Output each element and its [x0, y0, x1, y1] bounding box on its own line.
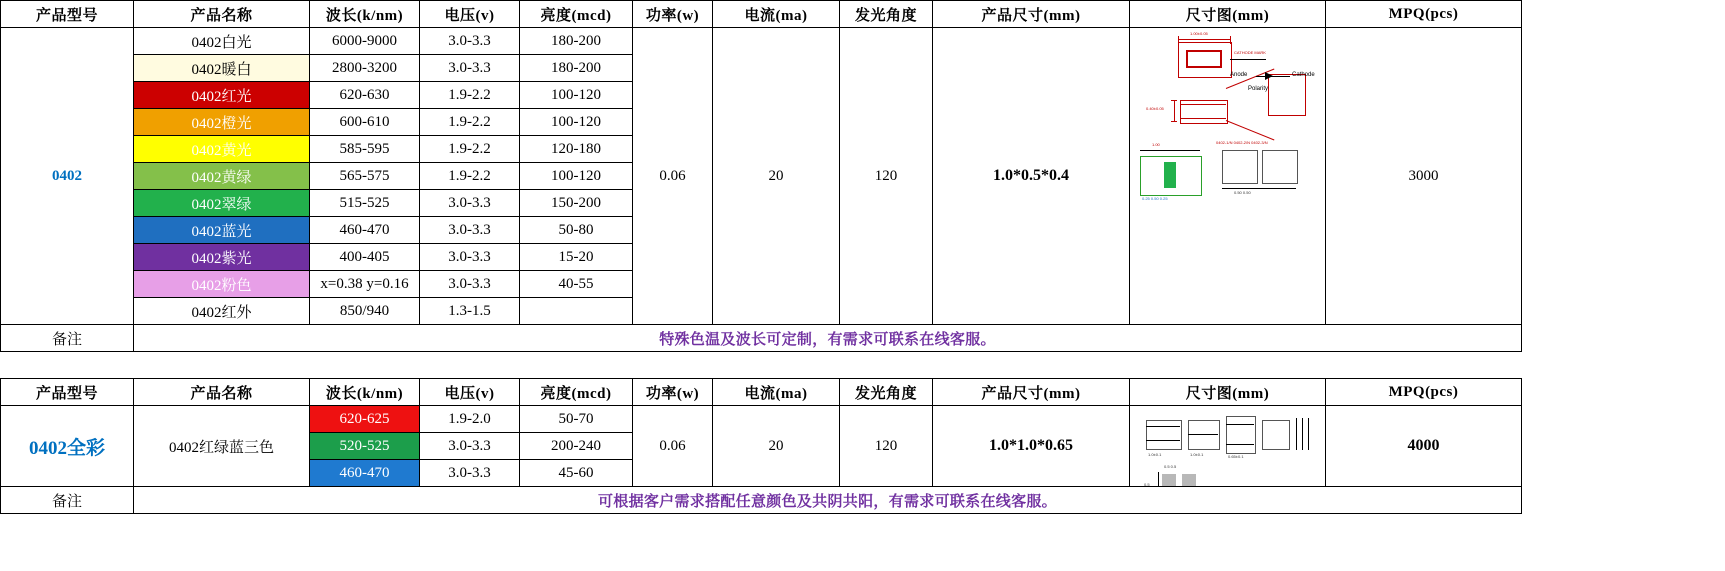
cell-brightness: 15-20: [520, 244, 633, 271]
cell-voltage: 3.0-3.3: [420, 190, 520, 217]
header-current: 电流(ma): [713, 379, 840, 406]
header-size: 产品尺寸(mm): [933, 1, 1130, 28]
cell-brightness: 180-200: [520, 28, 633, 55]
header-name: 产品名称: [134, 379, 310, 406]
cell-brightness: 120-180: [520, 136, 633, 163]
cell-angle: 120: [840, 406, 933, 487]
cell-product-name: 0402红外: [134, 298, 310, 325]
cell-wavelength: x=0.38 y=0.16: [310, 271, 420, 298]
cell-wavelength: 850/940: [310, 298, 420, 325]
cell-brightness: 50-70: [520, 406, 633, 433]
cell-product-name: 0402粉色: [134, 271, 310, 298]
cell-dimension-drawing: [1130, 406, 1326, 487]
header-mpq: MPQ(pcs): [1326, 1, 1522, 28]
cell-product-name: 0402黄绿: [134, 163, 310, 190]
cell-brightness: 180-200: [520, 55, 633, 82]
cell-voltage: 3.0-3.3: [420, 244, 520, 271]
note-row: [1, 325, 1522, 352]
header-mpq: MPQ(pcs): [1326, 379, 1522, 406]
cell-voltage: 3.0-3.3: [420, 55, 520, 82]
header-current: 电流(ma): [713, 1, 840, 28]
note-label: 备注: [1, 325, 134, 352]
cell-voltage: 1.9-2.2: [420, 109, 520, 136]
cell-size: 1.0*1.0*0.65: [933, 406, 1130, 487]
header-angle: 发光角度: [840, 1, 933, 28]
table-header-row: [1, 1, 1522, 28]
header-power: 功率(w): [633, 1, 713, 28]
cell-brightness: [520, 298, 633, 325]
cell-power: 0.06: [633, 28, 713, 325]
cell-wavelength: 2800-3200: [310, 55, 420, 82]
cell-brightness: 100-120: [520, 109, 633, 136]
header-drawing: 尺寸图(mm): [1130, 379, 1326, 406]
header-angle: 发光角度: [840, 379, 933, 406]
cell-wavelength: 6000-9000: [310, 28, 420, 55]
cell-brightness: 50-80: [520, 217, 633, 244]
cell-angle: 120: [840, 28, 933, 325]
cell-brightness: 45-60: [520, 460, 633, 487]
cell-product-name: 0402红绿蓝三色: [134, 406, 310, 487]
table-row: [1, 28, 1522, 55]
cell-brightness: 100-120: [520, 82, 633, 109]
cell-product-name: 0402紫光: [134, 244, 310, 271]
header-model: 产品型号: [1, 1, 134, 28]
cell-wavelength: 460-470: [310, 460, 420, 487]
cell-voltage: 3.0-3.3: [420, 217, 520, 244]
header-wavelength: 波长(k/nm): [310, 379, 420, 406]
product-table-0402-rgb: [0, 378, 1522, 514]
cell-wavelength: 460-470: [310, 217, 420, 244]
header-drawing: 尺寸图(mm): [1130, 1, 1326, 28]
cell-model: 0402全彩: [1, 406, 134, 487]
note-text: 可根据客户需求搭配任意颜色及共阴共阳，有需求可联系在线客服。: [134, 487, 1522, 514]
cell-wavelength: 400-405: [310, 244, 420, 271]
cell-wavelength: 620-630: [310, 82, 420, 109]
cell-brightness: 40-55: [520, 271, 633, 298]
header-name: 产品名称: [134, 1, 310, 28]
cell-mpq: 4000: [1326, 406, 1522, 487]
cell-brightness: 100-120: [520, 163, 633, 190]
cell-voltage: 3.0-3.3: [420, 460, 520, 487]
header-model: 产品型号: [1, 379, 134, 406]
header-voltage: 电压(v): [420, 1, 520, 28]
cell-dimension-drawing: [1130, 28, 1326, 325]
header-brightness: 亮度(mcd): [520, 379, 633, 406]
cell-product-name: 0402红光: [134, 82, 310, 109]
cell-product-name: 0402翠绿: [134, 190, 310, 217]
cell-voltage: 1.9-2.2: [420, 163, 520, 190]
cell-current: 20: [713, 28, 840, 325]
cell-power: 0.06: [633, 406, 713, 487]
cell-mpq: 3000: [1326, 28, 1522, 325]
header-size: 产品尺寸(mm): [933, 379, 1130, 406]
note-text: 特殊色温及波长可定制，有需求可联系在线客服。: [134, 325, 1522, 352]
header-wavelength: 波长(k/nm): [310, 1, 420, 28]
cell-voltage: 1.9-2.2: [420, 82, 520, 109]
cell-wavelength: 600-610: [310, 109, 420, 136]
cell-product-name: 0402白光: [134, 28, 310, 55]
note-label: 备注: [1, 487, 134, 514]
cell-wavelength: 585-595: [310, 136, 420, 163]
table-spacer: [0, 352, 1725, 378]
cell-voltage: 3.0-3.3: [420, 271, 520, 298]
cell-voltage: 1.9-2.0: [420, 406, 520, 433]
cell-voltage: 3.0-3.3: [420, 433, 520, 460]
cell-wavelength: 520-525: [310, 433, 420, 460]
cell-product-name: 0402黄光: [134, 136, 310, 163]
cell-wavelength: 565-575: [310, 163, 420, 190]
header-power: 功率(w): [633, 379, 713, 406]
header-brightness: 亮度(mcd): [520, 1, 633, 28]
cell-voltage: 1.9-2.2: [420, 136, 520, 163]
cell-brightness: 150-200: [520, 190, 633, 217]
dimension-drawing-icon: 1.0±0.1 1.0±0.1 0.65±0.1 0.5 0.5 0.5: [1130, 406, 1325, 486]
cell-product-name: 0402暖白: [134, 55, 310, 82]
cell-product-name: 0402蓝光: [134, 217, 310, 244]
table-row: [1, 406, 1522, 433]
cell-wavelength: 515-525: [310, 190, 420, 217]
note-row: [1, 487, 1522, 514]
cell-model: 0402: [1, 28, 134, 325]
header-voltage: 电压(v): [420, 379, 520, 406]
cell-size: 1.0*0.5*0.4: [933, 28, 1130, 325]
dimension-drawing-icon: CATHODE MARK 1.00±0.05 0.40±0.05 Anode Cathode Polarity 0.25 0.50 0.25 1.00 0402-1/N 0402-2/N 0402-3/N 0.50 0.50: [1142, 31, 1315, 201]
cell-voltage: 3.0-3.3: [420, 28, 520, 55]
cell-current: 20: [713, 406, 840, 487]
cell-brightness: 200-240: [520, 433, 633, 460]
cell-voltage: 1.3-1.5: [420, 298, 520, 325]
cell-product-name: 0402橙光: [134, 109, 310, 136]
table-header-row: [1, 379, 1522, 406]
cell-wavelength: 620-625: [310, 406, 420, 433]
